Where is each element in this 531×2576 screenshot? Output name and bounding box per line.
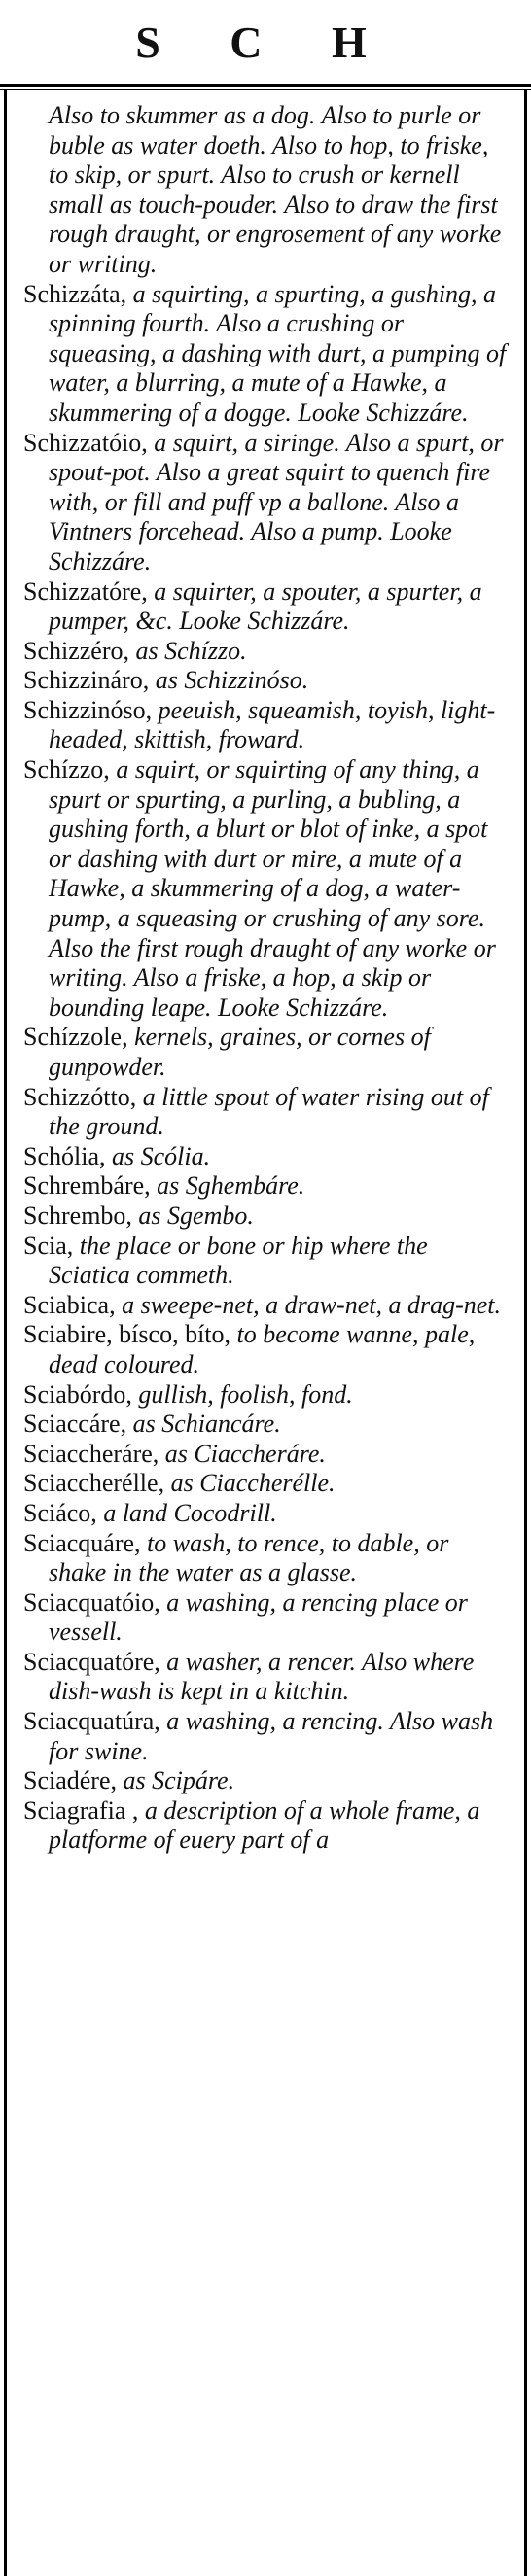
- dictionary-entry: [23, 101, 510, 280]
- entry-definition: a squirting, a spurting, a gushing, a spinning fourth. Also a crushing or squeasing, a dashing with durt, a pumping of water, a blurring, a mute of a Hawke, a skummering of a dogge. Looke Schizzáre.: [49, 279, 507, 427]
- entry-headword: Schizzéro,: [23, 636, 136, 665]
- entry-headword: Sciagrafia ,: [23, 1795, 145, 1825]
- entry-headword: Schizzatóio,: [23, 428, 155, 457]
- dictionary-entry: [23, 577, 510, 637]
- dictionary-entry: [23, 1588, 510, 1648]
- entry-headword: Schrembo,: [23, 1201, 139, 1230]
- entry-definition: to become wanne, pale, dead coloured.: [49, 1320, 476, 1378]
- entry-headword: Schizzáta,: [23, 279, 133, 308]
- entry-definition: a squirter, a spouter, a spurter, a pumper, &c. Looke Schizzáre.: [49, 576, 482, 636]
- entry-definition: the place or bone or hip where the Sciatica commeth.: [49, 1231, 428, 1290]
- entry-headword: Schizzinóso,: [23, 695, 159, 724]
- entry-headword: Sciaccherélle,: [23, 1469, 171, 1498]
- entry-definition: a squirt, or squirting of any thing, a spurt or spurting, a purling, a bubling, a gushing forth, a blurt or blot of inke, a spot or dashing with durt or mire, a mute of a Hawke, a skummering of a dog, a water-pump, a squeasing or crushing of any sore. Also the first rough draught of any worke or writing. Also a friske, a hop, a skip or bounding leape. Looke Schizzáre.: [49, 755, 496, 1022]
- dictionary-entry: [23, 1171, 510, 1201]
- entry-headword: Sciaccheráre,: [23, 1439, 165, 1468]
- dictionary-entry: [23, 1707, 510, 1766]
- dictionary-entry: [23, 696, 510, 755]
- entry-definition: as Schízzo.: [135, 636, 247, 665]
- dictionary-entry: [23, 666, 510, 696]
- entry-headword: Sciacquatóre,: [23, 1647, 167, 1676]
- entry-definition: a land Cocodrill.: [103, 1498, 277, 1527]
- dictionary-entry: [23, 1499, 510, 1529]
- entry-list: [23, 101, 510, 2576]
- entry-headword: Scia,: [23, 1231, 80, 1260]
- dictionary-entry: [23, 1023, 510, 1082]
- header-rule-thin: [0, 89, 531, 90]
- entry-definition: a squirt, a siringe. Also a spurt, or spout-pot. Also a great squirt to quench fire with, or fill and puff vp a ballone. Also a Vintners forcehead. Also a pump. Looke Schizzáre.: [49, 428, 504, 575]
- dictionary-entry: [23, 1232, 510, 1291]
- left-column-rule: [4, 90, 7, 2576]
- entry-definition: a washing, a rencing place or vessell.: [49, 1587, 468, 1647]
- entry-headword: Sciacquatóio,: [23, 1587, 167, 1617]
- entry-definition: as Ciaccheráre.: [164, 1439, 326, 1468]
- dictionary-entry: [23, 637, 510, 667]
- entry-headword: Sciabire, bísco, bíto,: [23, 1320, 237, 1349]
- dictionary-entry: [23, 1648, 510, 1707]
- dictionary-entry: [23, 1142, 510, 1172]
- entry-definition: to wash, to rence, to dable, or shake in the water as a glasse.: [49, 1528, 449, 1587]
- entry-definition: as Schiancáre.: [132, 1410, 281, 1439]
- entry-headword: Schizzináro,: [23, 666, 156, 695]
- entry-definition: as Schizzinóso.: [155, 666, 309, 695]
- dictionary-entry: [23, 280, 510, 429]
- entry-definition: peeuish, squeamish, toyish, light-headed, skittish, froward.: [49, 695, 496, 754]
- entry-definition: as Sgembo.: [138, 1201, 254, 1230]
- entry-headword: Sciabica,: [23, 1290, 123, 1319]
- dictionary-entry: [23, 1529, 510, 1588]
- dictionary-entry: [23, 1201, 510, 1232]
- entry-headword: Sciaccáre,: [23, 1410, 133, 1439]
- entry-definition: as Scólia.: [112, 1141, 211, 1170]
- dictionary-entry: [23, 1796, 510, 1856]
- dictionary-entry: [23, 1766, 510, 1796]
- entry-definition: as Scipáre.: [123, 1766, 235, 1795]
- entry-definition: as Sghembáre.: [157, 1171, 305, 1201]
- entry-definition: a washer, a rencer. Also where dish-wash is kept in a kitchin.: [49, 1647, 475, 1706]
- entry-headword: Schrembáre,: [23, 1171, 158, 1201]
- entry-definition: gullish, foolish, fond.: [138, 1379, 353, 1409]
- dictionary-entry: [23, 1469, 510, 1499]
- dictionary-entry: [23, 1410, 510, 1440]
- dictionary-entry: [23, 1083, 510, 1142]
- right-column-rule: [524, 90, 527, 2576]
- entry-definition: a sweepe-net, a draw-net, a drag-net.: [122, 1290, 502, 1319]
- entry-headword: Schizzótto,: [23, 1082, 143, 1111]
- dictionary-entry: [23, 429, 510, 577]
- entry-definition: a washing, a rencing. Also wash for swine.: [49, 1707, 494, 1765]
- entry-headword: Sciáco,: [23, 1498, 104, 1527]
- entry-headword: Schizzatóre,: [23, 576, 155, 606]
- dictionary-entry: [23, 1320, 510, 1379]
- header-rule: [0, 84, 531, 87]
- entry-definition: a little spout of water rising out of the ground.: [49, 1082, 489, 1141]
- entry-definition: kernels, graines, or cornes of gunpowder.: [49, 1023, 431, 1081]
- entry-definition: Also to skummer as a dog. Also to purle or buble as water doeth. Also to hop, to friske, to skip, or spurt. Also to crush or kernell small as touch-pouder. Also to draw the first rough draught, or engrosement of any worke or writing.: [49, 101, 502, 278]
- entry-headword: Sciadére,: [23, 1766, 124, 1795]
- entry-headword: Sciabórdo,: [23, 1379, 139, 1409]
- entry-definition: a description of a whole frame, a platforme of euery part of a: [49, 1795, 480, 1855]
- entry-definition: as Ciaccherélle.: [170, 1469, 336, 1498]
- entry-headword: Sciacquáre,: [23, 1528, 148, 1557]
- dictionary-entry: [23, 1291, 510, 1321]
- page-header: S C H: [135, 17, 396, 67]
- entry-headword: Schólia,: [23, 1141, 112, 1170]
- entry-headword: Schízzo,: [23, 755, 117, 784]
- dictionary-entry: [23, 755, 510, 1023]
- entry-headword: Schízzole,: [23, 1023, 135, 1052]
- dictionary-entry: [23, 1380, 510, 1410]
- dictionary-entry: [23, 1440, 510, 1470]
- entry-headword: Sciacquatúra,: [23, 1707, 167, 1736]
